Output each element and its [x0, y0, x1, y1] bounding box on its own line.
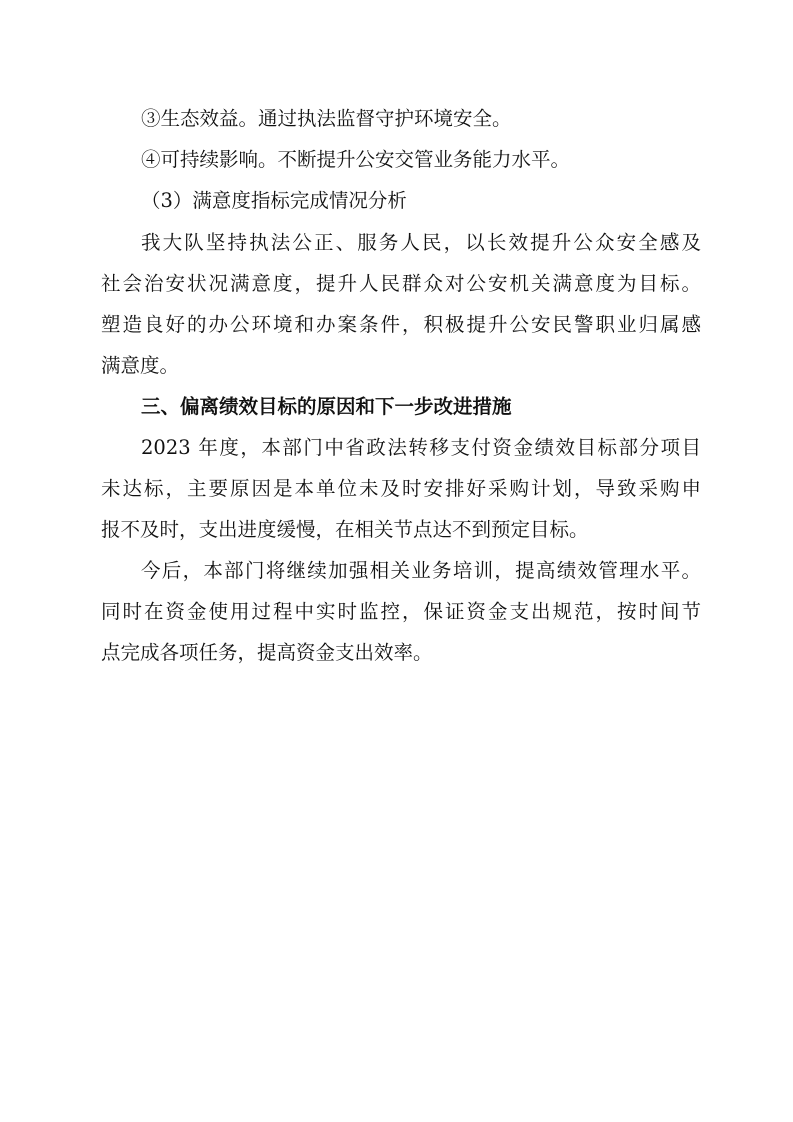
paragraph-satisfaction-line-1: 我大队坚持执法公正、服务人民，以长效提升公众安全感及	[141, 231, 701, 254]
paragraph-deviation-line-3: 报不及时，支出进度缓慢，在相关节点达不到预定目标。	[101, 518, 589, 541]
paragraph-deviation-line-2: 未达标，主要原因是本单位未及时安排好采购计划，导致采购申	[101, 477, 701, 500]
subheading-satisfaction-analysis: （3）满意度指标完成情况分析	[141, 189, 407, 212]
paragraph-improvement-line-2: 同时在资金使用过程中实时监控，保证资金支出规范，按时间节	[101, 600, 701, 623]
paragraph-satisfaction-line-3: 塑造良好的办公环境和办案条件，积极提升公安民警职业归属感	[101, 313, 701, 336]
paragraph-satisfaction-line-2: 社会治安状况满意度，提升人民群众对公安机关满意度为目标。	[101, 272, 701, 295]
paragraph-satisfaction-line-4: 满意度。	[101, 354, 180, 377]
paragraph-ecological-benefit: ③生态效益。通过执法监督守护环境安全。	[141, 107, 512, 130]
paragraph-improvement-line-3: 点完成各项任务，提高资金支出效率。	[101, 641, 433, 664]
paragraph-improvement-line-1: 今后，本部门将继续加强相关业务培训，提高绩效管理水平。	[141, 559, 701, 582]
section-heading-deviation-causes: 三、偏离绩效目标的原因和下一步改进措施	[141, 395, 512, 418]
paragraph-deviation-line-1: 2023 年度，本部门中省政法转移支付资金绩效目标部分项目	[141, 436, 701, 459]
paragraph-sustainable-impact: ④可持续影响。不断提升公安交管业务能力水平。	[141, 148, 571, 171]
